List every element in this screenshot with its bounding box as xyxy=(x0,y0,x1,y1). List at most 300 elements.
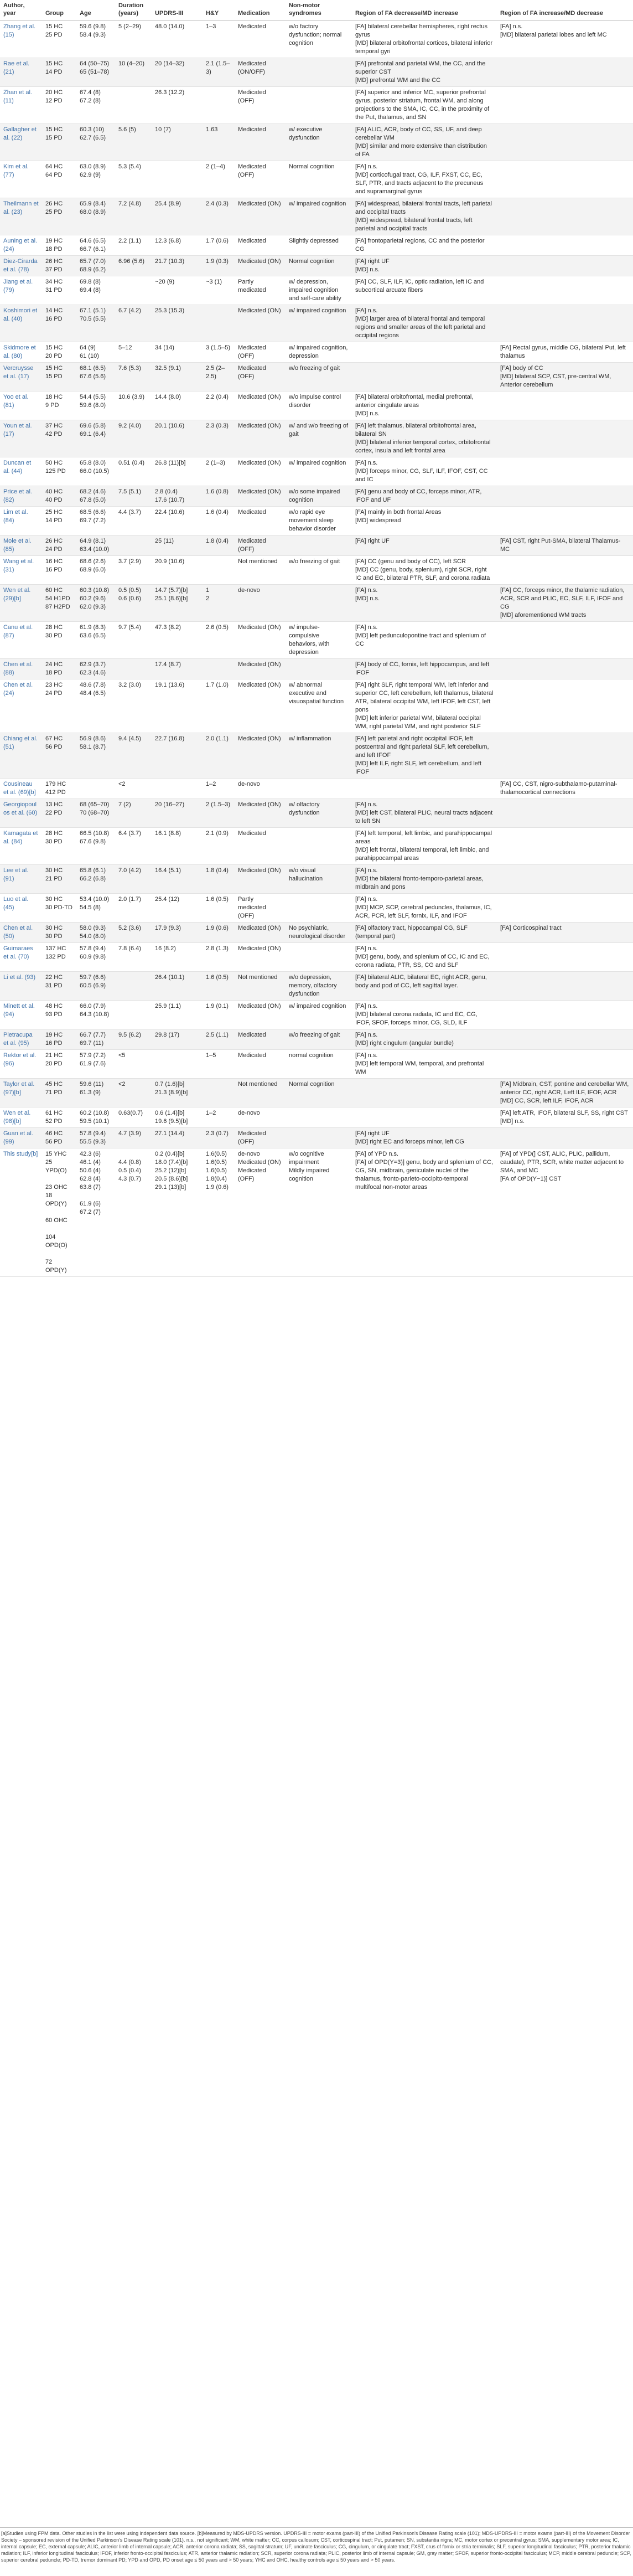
cell-updrs: 47.3 (8.2) xyxy=(152,622,203,659)
cell-hy: 2.8 (1.3) xyxy=(203,943,235,972)
cell-fa-decrease: [FA] left parietal and right occipital IFOF, left postcentral and right parietal SLF, left cerebellum, and left IFOF [MD] left ILF, right SLF, left cerebellum, and left IFOF xyxy=(352,733,497,779)
cell-medication: de-novo xyxy=(235,585,286,622)
cell-fa-increase xyxy=(497,198,633,235)
cell-fa-increase xyxy=(497,161,633,198)
cell-duration: 10 (4–20) xyxy=(115,58,152,87)
cell-medication: Medicated xyxy=(235,828,286,865)
cell-fa-increase xyxy=(497,276,633,305)
table-row xyxy=(0,1029,633,1050)
cell-fa-increase xyxy=(497,799,633,828)
cell-nonmotor: w/ impaired cognition xyxy=(286,305,352,342)
cell-duration: 2.0 (1.7) xyxy=(115,894,152,923)
cell-updrs: 0.2 (0.4)[b] 18.0 (7.4)[b] 25.2 (12)[b] 20.5 (8.6)[b] 29.1 (13)[b] xyxy=(152,1148,203,1277)
cell-age: 56.9 (8.6) 58.1 (8.7) xyxy=(76,733,115,779)
cell-updrs: 26.8 (11)[b] xyxy=(152,457,203,486)
cell-group: 19 HC 18 PD xyxy=(42,235,76,256)
table-header-row xyxy=(0,0,633,21)
cell-nonmotor xyxy=(286,943,352,972)
cell-fa-decrease xyxy=(352,363,497,391)
cell-medication: Medicated (ON) xyxy=(235,622,286,659)
cell-age: 64.6 (6.5) 66.7 (6.1) xyxy=(76,235,115,256)
table-row xyxy=(0,198,633,235)
cell-nonmotor: Normal cognition xyxy=(286,1079,352,1107)
cell-nonmotor: w/o factory dysfunction; normal cognition xyxy=(286,21,352,58)
cell-duration: 7.0 (4.2) xyxy=(115,865,152,894)
cell-nonmotor xyxy=(286,659,352,679)
cell-nonmotor: w/o freezing of gait xyxy=(286,363,352,391)
cell-medication: Medicated (ON) xyxy=(235,923,286,943)
table-row xyxy=(0,58,633,87)
cell-author: Mole et al. (85) xyxy=(0,535,42,556)
cell-fa-decrease: [FA] n.s. [MD] corticofugal tract, CG, ILF, FXST, CC, EC, SLF, PTR, and tracts adjacent to the precuneus and supramarginal gyrus xyxy=(352,161,497,198)
cell-hy xyxy=(203,1079,235,1107)
cell-author: Chen et al. (88) xyxy=(0,659,42,679)
cell-hy: 1.8 (0.4) xyxy=(203,535,235,556)
cell-author: Youn et al. (17) xyxy=(0,420,42,457)
cell-hy xyxy=(203,87,235,124)
cell-fa-increase: [FA] Corticospinal tract xyxy=(497,923,633,943)
cell-medication: Medicated (ON) xyxy=(235,256,286,276)
cell-duration: 5 (2–29) xyxy=(115,21,152,58)
cell-hy xyxy=(203,556,235,585)
cell-fa-increase xyxy=(497,58,633,87)
cell-fa-decrease: [FA] n.s. [MD] genu, body, and splenium of CC, IC and EC, corona radiata, PTR, SS, CG and SLF xyxy=(352,943,497,972)
cell-age: 53.4 (10.0) 54.5 (8) xyxy=(76,894,115,923)
cell-age: 59.6 (9.8) 58.4 (9.3) xyxy=(76,21,115,58)
cell-updrs: 25.4 (12) xyxy=(152,894,203,923)
cell-author: Kamagata et al. (84) xyxy=(0,828,42,865)
table-row xyxy=(0,1079,633,1107)
cell-group: 22 HC 31 PD xyxy=(42,972,76,1001)
cell-group: 28 HC 30 PD xyxy=(42,828,76,865)
cell-hy: 1.6 (0.5) xyxy=(203,972,235,1001)
cell-medication: de-novo xyxy=(235,1107,286,1128)
cell-age: 66.7 (7.7) 69.7 (11) xyxy=(76,1029,115,1050)
cell-medication: Medicated (ON) xyxy=(235,733,286,779)
table-row xyxy=(0,457,633,486)
cell-duration xyxy=(115,87,152,124)
cell-age: 65.8 (8.0) 66.0 (10.5) xyxy=(76,457,115,486)
cell-age: 42.3 (6) 46.1 (4) 50.6 (4) 62.8 (4) 63.8 (7) 61.9 (6) 67.2 (7) xyxy=(76,1148,115,1277)
table-row xyxy=(0,1107,633,1128)
table-row xyxy=(0,943,633,972)
table-row xyxy=(0,894,633,923)
cell-fa-increase xyxy=(497,391,633,420)
cell-duration: 7.6 (5.3) xyxy=(115,363,152,391)
cell-group: 16 HC 16 PD xyxy=(42,556,76,585)
cell-age: 60.3 (10.8) 60.2 (9.6) 62.0 (9.3) xyxy=(76,585,115,622)
cell-hy: 2.3 (0.7) xyxy=(203,1128,235,1148)
cell-medication: Medicated xyxy=(235,507,286,535)
cell-group: 15 HC 14 PD xyxy=(42,58,76,87)
cell-group: 137 HC 132 PD xyxy=(42,943,76,972)
cell-age: 57.9 (7.2) 61.9 (7.6) xyxy=(76,1050,115,1079)
header-updrs: UPDRS-III xyxy=(152,0,203,21)
cell-updrs: 29.8 (17) xyxy=(152,1029,203,1050)
cell-age: 59.7 (6.6) 60.5 (6.9) xyxy=(76,972,115,1001)
cell-updrs: 26.3 (12.2) xyxy=(152,87,203,124)
cell-medication: Medicated xyxy=(235,1050,286,1079)
cell-hy: 1.6(0.5) 1.6(0.5) 1.6(0.5) 1.8(0.4) 1.9 (0.6) xyxy=(203,1148,235,1277)
cell-group: 28 HC 30 PD xyxy=(42,622,76,659)
cell-medication: Medicated (OFF) xyxy=(235,535,286,556)
cell-nonmotor: w/o rapid eye movement sleep behavior disorder xyxy=(286,507,352,535)
cell-updrs: 26.4 (10.1) xyxy=(152,972,203,1001)
cell-author: Wen et al. (98)[b] xyxy=(0,1107,42,1128)
cell-age: 68.6 (2.6) 68.9 (6.0) xyxy=(76,556,115,585)
cell-hy: 2.5 (2–2.5) xyxy=(203,363,235,391)
cell-fa-decrease: [FA] prefrontal and parietal WM, the CC, and the superior CST [MD] prefrontal WM and the CC xyxy=(352,58,497,87)
table-row xyxy=(0,21,633,58)
cell-group: 24 HC 18 PD xyxy=(42,659,76,679)
cell-nonmotor xyxy=(286,779,352,799)
cell-medication: Medicated (ON) xyxy=(235,420,286,457)
cell-nonmotor: w/ olfactory dysfunction xyxy=(286,799,352,828)
cell-group: 37 HC 42 PD xyxy=(42,420,76,457)
table-row xyxy=(0,507,633,535)
cell-group: 64 HC 64 PD xyxy=(42,161,76,198)
cell-fa-decrease: [FA] n.s. [MD] the bilateral fronto-temporo-parietal areas, midbrain and pons xyxy=(352,865,497,894)
cell-author: Price et al. (82) xyxy=(0,486,42,507)
cell-fa-decrease: [FA] right UF xyxy=(352,535,497,556)
cell-updrs: 12.3 (6.8) xyxy=(152,235,203,256)
cell-age: 68.2 (4.6) 67.8 (5.0) xyxy=(76,486,115,507)
cell-group: 23 HC 24 PD xyxy=(42,679,76,733)
cell-fa-increase xyxy=(497,457,633,486)
studies-table xyxy=(0,0,633,1277)
table-row xyxy=(0,1050,633,1079)
cell-age: 60.3 (10) 62.7 (6.5) xyxy=(76,124,115,161)
cell-hy: ~3 (1) xyxy=(203,276,235,305)
header-hy: H&Y xyxy=(203,0,235,21)
cell-hy: 1.9 (0.1) xyxy=(203,1001,235,1029)
cell-group: 15 YHC 25 YPD(O) 23 OHC 18 OPD(Y) 60 OHC 104 OPD(O) 72 OPD(Y) xyxy=(42,1148,76,1277)
cell-medication: Medicated (ON) xyxy=(235,1001,286,1029)
cell-group: 46 HC 56 PD xyxy=(42,1128,76,1148)
cell-nonmotor: w/o freezing of gait xyxy=(286,1029,352,1050)
cell-nonmotor: Normal cognition xyxy=(286,161,352,198)
cell-medication: Not mentioned xyxy=(235,556,286,585)
cell-fa-increase xyxy=(497,622,633,659)
cell-fa-increase xyxy=(497,305,633,342)
cell-duration: 6.7 (4.2) xyxy=(115,305,152,342)
cell-fa-increase: [FA] body of CC [MD] bilateral SCP, CST, pre-central WM, Anterior cerebellum xyxy=(497,363,633,391)
cell-duration xyxy=(115,659,152,679)
cell-updrs: 25.9 (1.1) xyxy=(152,1001,203,1029)
cell-nonmotor: w/ impaired cognition, depression xyxy=(286,342,352,363)
cell-age: 59.6 (11) 61.3 (9) xyxy=(76,1079,115,1107)
cell-age: 54.4 (5.5) 59.6 (8.0) xyxy=(76,391,115,420)
cell-fa-increase: [FA] of YPD(] CST, ALIC, PLIC, pallidum, caudate), PTR, SCR, white matter adjacent to SMA, and MC [FA of OPD(Y−1)] CST xyxy=(497,1148,633,1277)
cell-updrs: 20.1 (10.6) xyxy=(152,420,203,457)
cell-fa-increase xyxy=(497,486,633,507)
cell-nonmotor xyxy=(286,1107,352,1128)
cell-fa-decrease: [FA] bilateral orbitofrontal, medial prefrontal, anterior cingulate areas [MD] n.s. xyxy=(352,391,497,420)
cell-author: Vercruysse et al. (17) xyxy=(0,363,42,391)
cell-fa-decrease: [FA] left temporal, left limbic, and parahippocampal areas [MD] left frontal, bilateral temporal, left limbic, and parahippocampal areas xyxy=(352,828,497,865)
cell-medication: Medicated (ON) xyxy=(235,457,286,486)
cell-hy: 1.6 (0.8) xyxy=(203,486,235,507)
cell-duration: 5.2 (3.6) xyxy=(115,923,152,943)
cell-medication: Medicated (OFF) xyxy=(235,161,286,198)
cell-author: Wang et al. (31) xyxy=(0,556,42,585)
cell-age: 61.9 (8.3) 63.6 (6.5) xyxy=(76,622,115,659)
cell-fa-increase xyxy=(497,235,633,256)
cell-fa-increase: [FA] left ATR, IFOF, bilateral SLF, SS, right CST [MD] n.s. xyxy=(497,1107,633,1128)
cell-group: 40 HC 40 PD xyxy=(42,486,76,507)
cell-medication: Medicated (ON) xyxy=(235,679,286,733)
cell-fa-decrease: [FA] right UF [MD] right EC and forceps minor, left CG xyxy=(352,1128,497,1148)
cell-medication: Medicated (OFF) xyxy=(235,87,286,124)
cell-hy: 1 2 xyxy=(203,585,235,622)
footnote-text: [a]Studies using FPM data. Other studies in the list were using independent data source. [b]Measured by MDS-UPDRS version. UPDRS-III = motor exams (part-III) of the Unified Parkinson's Disease Rating scale (101); MDS-UPDRS-III = motor exams (part-III) of the Movement Disorder Society – sponsored revision of the Unified Parkinson's Disease Rating scale (101). n.s., not significant; WM, white matter; CC, corpus callosum; CST, corticospinal tract; Put, putamen; SN, substantia nigra; MC, motor cortex or precentral gyrus; SMA, supplementary motor area; IC, internal capsule; EC, external capsule; ALIC, anterior limb of internal capsule; ACR, anterior corona radiata; SS, sagittal stratum; UF, uncinate fasciculus; CG, cingulum, or cingulate tract; FXST, crus of fornix or stria terminalis; SLF, superior longitudinal fasciculus; PTR, posterior thalamic radiation; ILF, inferior longitudinal fasciculus; IFOF, inferior fronto-occipital fasciculus; ATR, anterior thalamic radiation; SCR, superior corona radiata; PLIC, posterior limb of internal capsule; GM, gray matter; SFOF, superior fronto-occipital fasciculus; MCP, middle cerebral peduncle; SCP, superior cerebral peduncle; PD-TD, tremor dominant PD; YPD and OPD, PD onset age ≤ 50 years and > 50 years; YHC and OHC, healthy controls age ≤ 50 years and > 50 years. xyxy=(1,2531,631,2563)
cell-nonmotor: w/ impaired cognition xyxy=(286,1001,352,1029)
cell-fa-increase: [FA] CC, forceps minor, the thalamic radiation, ACR, SCR and PLIC, EC, SLF, ILF, IFOF and CG [MD] aforementioned WM tracts xyxy=(497,585,633,622)
cell-duration: 7 (2) xyxy=(115,799,152,828)
table-row xyxy=(0,305,633,342)
cell-medication: Partly medicated xyxy=(235,276,286,305)
cell-updrs: 17.4 (8.7) xyxy=(152,659,203,679)
cell-group: 15 HC 25 PD xyxy=(42,21,76,58)
cell-author: Guan et al. (99) xyxy=(0,1128,42,1148)
cell-updrs: ~20 (9) xyxy=(152,276,203,305)
cell-duration xyxy=(115,276,152,305)
cell-fa-decrease: [FA] olfactory tract, hippocampal CG, SLF (temporal part) xyxy=(352,923,497,943)
cell-hy: 2 (1–3) xyxy=(203,457,235,486)
cell-nonmotor xyxy=(286,894,352,923)
table-row xyxy=(0,363,633,391)
cell-author: Diez-Cirarda et al. (78) xyxy=(0,256,42,276)
cell-duration: 4.7 (3.9) xyxy=(115,1128,152,1148)
cell-author: Chiang et al. (51) xyxy=(0,733,42,779)
cell-fa-decrease: [FA] bilateral cerebellar hemispheres, right rectus gyrus [MD] bilateral orbitofrontal cortices, bilateral inferior temporal gyri xyxy=(352,21,497,58)
cell-author: Lim et al. (84) xyxy=(0,507,42,535)
header-group: Group xyxy=(42,0,76,21)
cell-group: 26 HC 37 PD xyxy=(42,256,76,276)
cell-nonmotor: w/ abnormal executive and visuospatial function xyxy=(286,679,352,733)
cell-fa-decrease: [FA] n.s. [MD] forceps minor, CG, SLF, ILF, IFOF, CST, CC and IC xyxy=(352,457,497,486)
cell-updrs xyxy=(152,1050,203,1079)
header-age: Age xyxy=(76,0,115,21)
cell-fa-increase xyxy=(497,972,633,1001)
cell-fa-decrease xyxy=(352,779,497,799)
table-row xyxy=(0,733,633,779)
cell-updrs: 48.0 (14.0) xyxy=(152,21,203,58)
cell-updrs: 14.4 (8.0) xyxy=(152,391,203,420)
cell-fa-decrease: [FA] body of CC, fornix, left hippocampus, and left IFOF xyxy=(352,659,497,679)
cell-age: 63.0 (8.9) 62.9 (9) xyxy=(76,161,115,198)
cell-duration: 10.6 (3.9) xyxy=(115,391,152,420)
cell-group: 15 HC 15 PD xyxy=(42,363,76,391)
cell-updrs: 20 (16–27) xyxy=(152,799,203,828)
cell-hy: 2.2 (0.4) xyxy=(203,391,235,420)
cell-hy: 1–3 xyxy=(203,21,235,58)
cell-fa-decrease: [FA] superior and inferior MC, superior prefrontal gyrus, posterior striatum, frontal WM, and along projections to the SMA, IC, CC, in the proximity of the Put, thalamus, and SN xyxy=(352,87,497,124)
cell-fa-increase xyxy=(497,256,633,276)
cell-updrs: 22.4 (10.6) xyxy=(152,507,203,535)
table-row xyxy=(0,256,633,276)
cell-author: Zhang et al. (15) xyxy=(0,21,42,58)
cell-medication: Medicated (OFF) xyxy=(235,1128,286,1148)
cell-author: Gallagher et al. (22) xyxy=(0,124,42,161)
cell-group: 15 HC 15 PD xyxy=(42,124,76,161)
cell-age: 62.9 (3.7) 62.3 (4.6) xyxy=(76,659,115,679)
cell-fa-decrease: [FA] n.s. [MD] left pedunculopontine tract and splenium of CC xyxy=(352,622,497,659)
cell-medication: Medicated (ON) xyxy=(235,486,286,507)
cell-fa-increase xyxy=(497,659,633,679)
cell-nonmotor xyxy=(286,87,352,124)
cell-updrs xyxy=(152,161,203,198)
cell-author: Canu et al. (87) xyxy=(0,622,42,659)
header-nonmotor: Non-motor syndromes xyxy=(286,0,352,21)
cell-group: 21 HC 20 PD xyxy=(42,1050,76,1079)
cell-duration: 4.4 (3.7) xyxy=(115,507,152,535)
cell-fa-increase xyxy=(497,733,633,779)
cell-fa-decrease: [FA] of YPD n.s. [FA] of OPD(Y=3)] genu, body and splenium of CC, CG, SN, midbrain, geniculate nuclei of the thalamus, fronto-parieto-occipito-temporal multifocal non-motor areas xyxy=(352,1148,497,1277)
cell-duration: 4.4 (0.8) 0.5 (0.4) 4.3 (0.7) xyxy=(115,1148,152,1277)
cell-age xyxy=(76,779,115,799)
cell-medication: Medicated xyxy=(235,124,286,161)
cell-author: Guimaraes et al. (70) xyxy=(0,943,42,972)
cell-group: 19 HC 16 PD xyxy=(42,1029,76,1050)
table-footnotes xyxy=(0,2527,633,2564)
cell-hy: 2.1 (0.9) xyxy=(203,828,235,865)
cell-author: Auning et al. (24) xyxy=(0,235,42,256)
cell-duration: 9.2 (4.0) xyxy=(115,420,152,457)
table-row xyxy=(0,556,633,585)
cell-nonmotor: w/o impulse control disorder xyxy=(286,391,352,420)
cell-medication: Medicated (OFF) xyxy=(235,363,286,391)
cell-hy: 2.5 (1.1) xyxy=(203,1029,235,1050)
cell-updrs: 20.9 (10.6) xyxy=(152,556,203,585)
cell-updrs: 16.1 (8.8) xyxy=(152,828,203,865)
cell-author: This study[b] xyxy=(0,1148,42,1277)
cell-author: Minett et al. (94) xyxy=(0,1001,42,1029)
table-row xyxy=(0,923,633,943)
cell-duration: 0.5 (0.5) 0.6 (0.6) xyxy=(115,585,152,622)
table-row xyxy=(0,420,633,457)
cell-fa-increase xyxy=(497,556,633,585)
cell-updrs: 34 (14) xyxy=(152,342,203,363)
cell-fa-increase xyxy=(497,865,633,894)
cell-nonmotor xyxy=(286,58,352,87)
cell-nonmotor: w/ impaired cognition xyxy=(286,198,352,235)
cell-nonmotor: w/ executive dysfunction xyxy=(286,124,352,161)
cell-fa-increase xyxy=(497,679,633,733)
cell-medication: Medicated (ON) xyxy=(235,198,286,235)
cell-hy: 1.6 (0.5) xyxy=(203,894,235,923)
table-row xyxy=(0,276,633,305)
cell-updrs: 19.1 (13.6) xyxy=(152,679,203,733)
cell-hy xyxy=(203,659,235,679)
cell-fa-decrease: [FA] n.s. [MD] n.s. xyxy=(352,585,497,622)
cell-hy: 2.0 (1.1) xyxy=(203,733,235,779)
cell-nonmotor: normal cognition xyxy=(286,1050,352,1079)
cell-duration xyxy=(115,535,152,556)
table-row xyxy=(0,799,633,828)
cell-author: Taylor et al. (97)[b] xyxy=(0,1079,42,1107)
cell-updrs: 25 (11) xyxy=(152,535,203,556)
table-row xyxy=(0,972,633,1001)
cell-hy: 2 (1.5–3) xyxy=(203,799,235,828)
cell-nonmotor: w/o visual hallucination xyxy=(286,865,352,894)
cell-group: 18 HC 9 PD xyxy=(42,391,76,420)
cell-hy: 1.63 xyxy=(203,124,235,161)
cell-fa-increase: [FA] CST, right Put-SMA, bilateral Thalamus-MC xyxy=(497,535,633,556)
cell-nonmotor: w/o depression, memory, olfactory dysfunction xyxy=(286,972,352,1001)
cell-fa-decrease: [FA] mainly in both frontal Areas [MD] widespread xyxy=(352,507,497,535)
table-body xyxy=(0,21,633,1277)
cell-group: 15 HC 20 PD xyxy=(42,342,76,363)
cell-hy: 1–5 xyxy=(203,1050,235,1079)
cell-author: Wen et al. (29)[b] xyxy=(0,585,42,622)
cell-group: 45 HC 71 PD xyxy=(42,1079,76,1107)
cell-updrs xyxy=(152,779,203,799)
cell-age: 69.6 (5.8) 69.1 (6.4) xyxy=(76,420,115,457)
cell-updrs: 22.7 (16.8) xyxy=(152,733,203,779)
cell-nonmotor: No psychiatric, neurological disorder xyxy=(286,923,352,943)
cell-author: Duncan et al. (44) xyxy=(0,457,42,486)
header-author: Author, year xyxy=(0,0,42,21)
cell-updrs: 16 (8.2) xyxy=(152,943,203,972)
cell-group: 60 HC 54 H1PD 87 H2PD xyxy=(42,585,76,622)
cell-group: 50 HC 125 PD xyxy=(42,457,76,486)
cell-hy: 1–2 xyxy=(203,1107,235,1128)
cell-age: 64 (9) 61 (10) xyxy=(76,342,115,363)
cell-hy: 1–2 xyxy=(203,779,235,799)
cell-fa-increase xyxy=(497,828,633,865)
cell-hy: 2.4 (0.3) xyxy=(203,198,235,235)
cell-duration: 5.6 (5) xyxy=(115,124,152,161)
cell-duration: <2 xyxy=(115,779,152,799)
cell-fa-increase: [FA] n.s. [MD] bilateral parietal lobes and left MC xyxy=(497,21,633,58)
cell-fa-increase xyxy=(497,1001,633,1029)
cell-updrs: 16.4 (5.1) xyxy=(152,865,203,894)
cell-fa-decrease: [FA] widespread, bilateral frontal tracts, left parietal and occipital tracts [MD] widespread, bilateral frontal tracts, left parietal and occipital tracts xyxy=(352,198,497,235)
cell-duration: 2.2 (1.1) xyxy=(115,235,152,256)
table-row xyxy=(0,342,633,363)
cell-updrs: 2.8 (0.4) 17.6 (10.7) xyxy=(152,486,203,507)
cell-medication: de-novo Medicated (ON) Medicated (OFF) xyxy=(235,1148,286,1277)
cell-updrs: 27.1 (14.4) xyxy=(152,1128,203,1148)
cell-author: Li et al. (93) xyxy=(0,972,42,1001)
cell-fa-decrease: [FA] n.s. [MD] left CST, bilateral PLIC, neural tracts adjacent to left SN xyxy=(352,799,497,828)
cell-fa-decrease: [FA] CC (genu and body of CC), left SCR [MD] CC (genu, body, splenium), right SCR, right IC and EC, bilateral PTR, SLF, and corona radiata xyxy=(352,556,497,585)
cell-author: Kim et al. (77) xyxy=(0,161,42,198)
cell-fa-increase xyxy=(497,943,633,972)
table-row xyxy=(0,486,633,507)
table-row xyxy=(0,124,633,161)
cell-medication: Not mentioned xyxy=(235,972,286,1001)
cell-medication: Medicated (ON) xyxy=(235,865,286,894)
cell-nonmotor: w/ impaired cognition xyxy=(286,457,352,486)
cell-author: Skidmore et al. (80) xyxy=(0,342,42,363)
cell-fa-decrease xyxy=(352,1079,497,1107)
cell-duration xyxy=(115,972,152,1001)
cell-duration: 7.2 (4.8) xyxy=(115,198,152,235)
cell-age: 60.2 (10.8) 59.5 (10.1) xyxy=(76,1107,115,1128)
cell-duration: 6.96 (5.6) xyxy=(115,256,152,276)
table-row xyxy=(0,585,633,622)
cell-group: 20 HC 12 PD xyxy=(42,87,76,124)
cell-nonmotor: w/ depression, impaired cognition and self-care ability xyxy=(286,276,352,305)
cell-medication: Medicated (ON) xyxy=(235,305,286,342)
cell-group: 179 HC 412 PD xyxy=(42,779,76,799)
cell-author: Rektor et al. (96) xyxy=(0,1050,42,1079)
cell-nonmotor xyxy=(286,1128,352,1148)
header-fa-decrease: Region of FA decrease/MD increase xyxy=(352,0,497,21)
cell-author: Rae et al. (21) xyxy=(0,58,42,87)
